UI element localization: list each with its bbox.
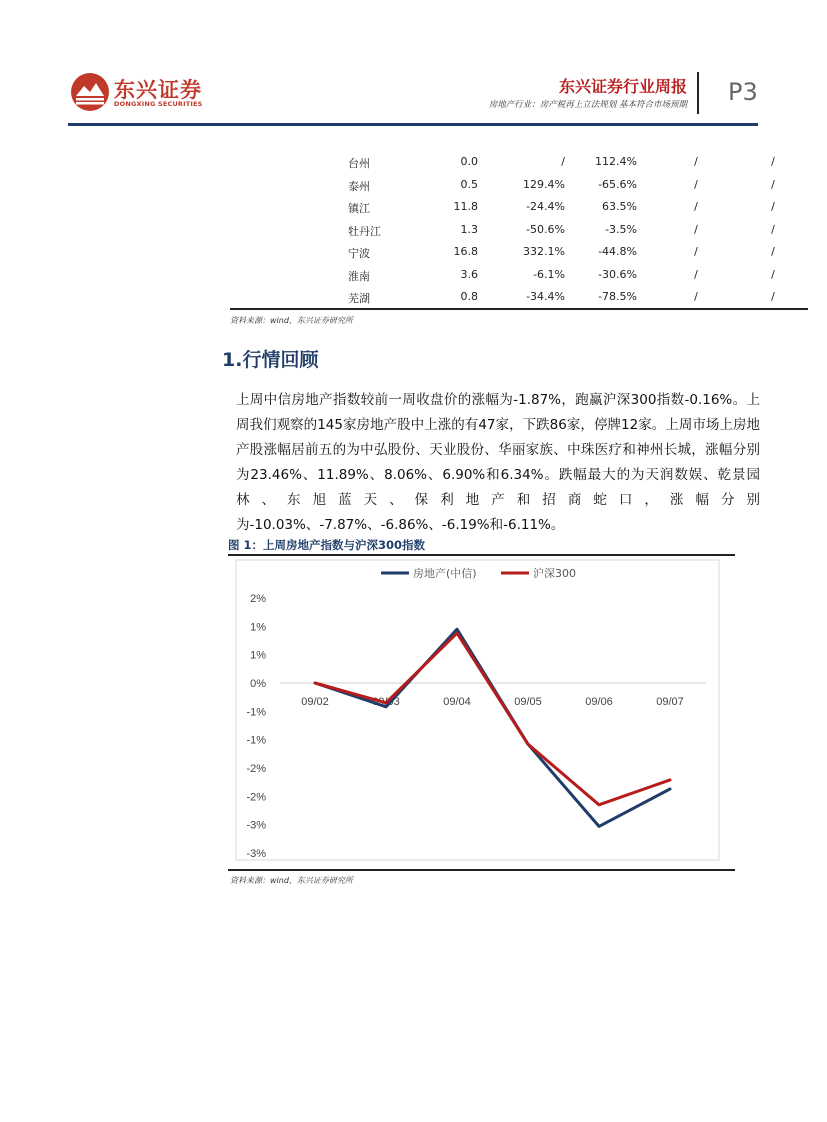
figure-bottom-rule [228, 869, 735, 871]
table-cell: / [771, 290, 775, 303]
y-tick-label: 1% [250, 621, 266, 634]
table-cell: 63.5% [602, 200, 637, 213]
table-cell: / [771, 177, 775, 191]
report-subtitle: 房地产行业：房产税再上立法规划 基本符合市场预期 [488, 100, 687, 110]
x-tick-label: 09/07 [656, 696, 684, 708]
table-cell: / [771, 222, 775, 236]
y-tick-label: 1% [250, 649, 266, 662]
table-row [230, 173, 808, 196]
table-cell: 芜湖 [348, 292, 370, 305]
table-cell: 1.3 [460, 222, 478, 236]
header-divider [697, 72, 699, 114]
table-cell: / [694, 155, 698, 168]
table-cell: 淮南 [348, 269, 370, 283]
table-cell: / [694, 222, 698, 236]
table-row [230, 150, 808, 173]
table-source-note: 资料来源：wind，东兴证券研究所 [230, 316, 353, 325]
y-tick-label: -3% [246, 848, 266, 860]
table-cell: -44.8% [598, 245, 637, 258]
table-cell: -24.4% [526, 200, 565, 213]
table-cell: -65.6% [598, 177, 637, 191]
table-cell: 129.4% [523, 177, 565, 191]
table-row [230, 285, 808, 308]
table-cell: / [694, 290, 698, 303]
y-tick-label: -2% [246, 791, 266, 804]
table-cell: / [771, 200, 775, 213]
legend-label: 房地产(中信) [413, 567, 477, 580]
page-number: P3 [728, 78, 758, 106]
table-cell: 0.5 [460, 177, 478, 191]
y-tick-label: -1% [246, 706, 266, 719]
table-cell: 牡丹江 [348, 224, 381, 238]
table-cell: 0.8 [460, 290, 478, 303]
figure-source-note: 资料来源：wind，东兴证券研究所 [230, 876, 353, 885]
report-title: 东兴证券行业周报 [558, 77, 687, 96]
x-tick-label: 09/03 [372, 696, 400, 708]
logo-icon [70, 72, 110, 112]
body-paragraph: 上周中信房地产指数较前一周收盘价的涨幅为-1.87%，跑赢沪深300指数-0.16%。上周我们观察的145家房地产股中上涨的有47家，下跌86家，停牌12家。上周市场上房地产股涨幅居前五的为中弘股份、天业股份、华丽家族、中珠医疗和神州长城，涨幅分别为23.46%、11.89%、8.06%、6.90%和6.34%。跌幅最大的为天润数娱、乾景园林、东旭蓝天、保利地产和招商蛇口，涨幅分别为-10.03%、-7.87%、-6.86%、-6.19%和-6.11%。 [236, 392, 760, 533]
table-cell: -3.5% [605, 222, 637, 236]
table-cell: / [694, 267, 698, 281]
x-tick-label: 09/06 [585, 696, 613, 708]
table-cell: -50.6% [526, 222, 565, 236]
table-cell: 112.4% [595, 155, 637, 168]
x-tick-label: 09/04 [443, 696, 471, 708]
x-tick-label: 09/05 [514, 696, 542, 708]
y-tick-label: -2% [246, 763, 266, 775]
table-cell: / [771, 245, 775, 258]
table-row [230, 263, 808, 286]
section-heading: 1.行情回顾 [222, 349, 319, 371]
table-cell: 镇江 [348, 202, 370, 215]
logo-name-cn: 东兴证券 [114, 78, 202, 102]
y-tick-label: -1% [246, 734, 266, 747]
table-cell: -34.4% [526, 290, 565, 303]
table-cell: 11.8 [453, 200, 478, 213]
table-cell: / [771, 267, 775, 281]
header-rule [68, 123, 758, 126]
table-cell: / [694, 177, 698, 191]
y-tick-label: 2% [250, 593, 266, 605]
table-cell: / [694, 200, 698, 213]
legend-label: 沪深300 [533, 567, 576, 580]
table-cell: -30.6% [598, 267, 637, 281]
y-tick-label: 0% [250, 678, 266, 690]
table-cell: 332.1% [523, 245, 565, 258]
x-tick-label: 09/02 [301, 696, 329, 708]
chart-frame [236, 560, 719, 860]
line-chart [228, 556, 735, 868]
table-cell: 16.8 [453, 245, 478, 258]
table-cell: -78.5% [598, 290, 637, 303]
table-row [230, 218, 808, 241]
figure-title: 图 1：上周房地产指数与沪深300指数 [228, 538, 426, 552]
table-cell: / [561, 155, 565, 168]
table-cell: / [771, 155, 775, 168]
table-bottom-rule [230, 308, 808, 310]
table-cell: / [694, 245, 698, 258]
table-cell: 3.6 [460, 267, 478, 281]
table-row [230, 195, 808, 218]
table-row [230, 240, 808, 263]
y-tick-label: -3% [246, 819, 266, 832]
table-cell: 宁波 [348, 247, 370, 260]
table-cell: -6.1% [533, 267, 565, 281]
table-cell: 0.0 [460, 155, 478, 168]
logo-name-en: DONGXING SECURITIES [114, 100, 203, 108]
table-cell: 泰州 [348, 179, 370, 193]
table-cell: 台州 [348, 157, 370, 170]
